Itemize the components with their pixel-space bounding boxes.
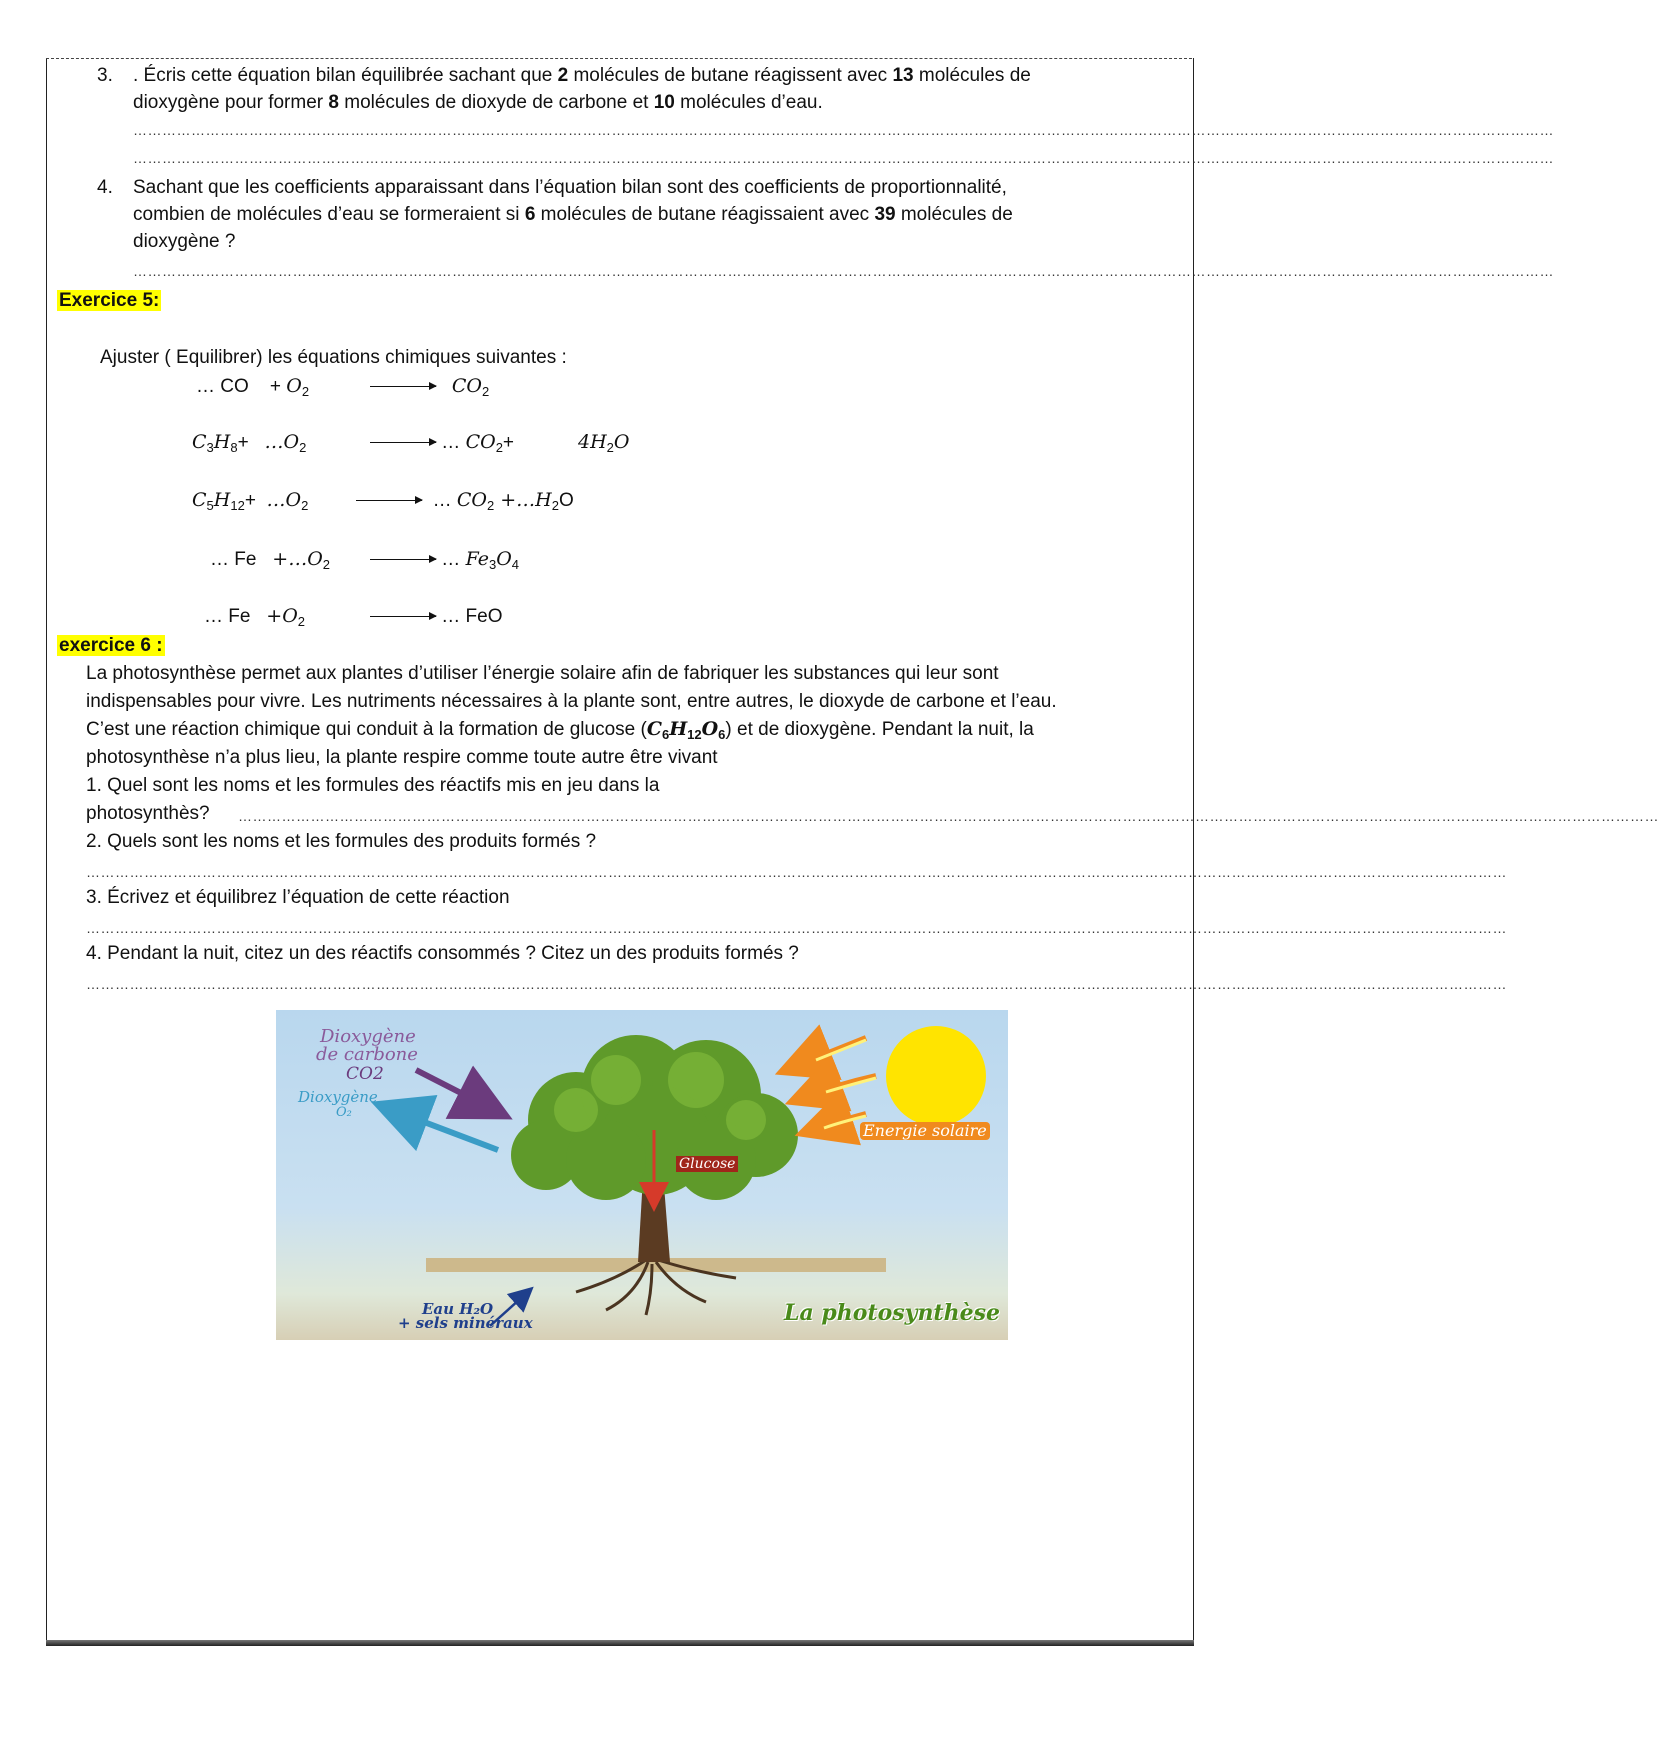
photosynthesis-figure: [276, 1010, 1008, 1340]
q4-text-line2: combien de molécules d’eau se formeraient si 6 molécules de butane réagissaient avec 39 molécules de: [133, 204, 1013, 225]
label-co2-line1: Dioxygène: [320, 1026, 416, 1047]
page-frame-top: [46, 58, 1192, 59]
glucose-formula: $C_6H_{12}O_6$: [646, 718, 726, 742]
sun: [886, 1026, 986, 1126]
equation-2-product-2: $4H_2O$: [578, 431, 630, 455]
reaction-arrow: [370, 442, 436, 443]
equation-1: … CO + $O_2$: [196, 375, 310, 399]
equation-3-product: … $CO_2$ $+\dots H_2O$: [356, 487, 574, 514]
q3-answer-line-1[interactable]: ……………………………………………………………………………………………………………………………………………………………………………………………………………………………………………………………………: [133, 122, 1554, 138]
label-energy: Energie solaire: [860, 1122, 990, 1140]
ex6-paragraph-line2: indispensables pour vivre. Les nutriments nécessaires à la plante sont, entre autres, le dioxyde de carbone et l’eau.: [86, 691, 1057, 712]
q3-answer-line-2[interactable]: ……………………………………………………………………………………………………………………………………………………………………………………………………………………………………………………………………: [133, 150, 1554, 166]
ex6-answer-1[interactable]: ……………………………………………………………………………………………………………………………………………………………………………………………………………………………………………………………………: [238, 808, 1659, 824]
label-water-line2: + sels minéraux: [398, 1314, 533, 1332]
ex6-question-1: 1. Quel sont les noms et les formules des réactifs mis en jeu dans la: [86, 775, 660, 796]
q3-text-line1: . Écris cette équation bilan équilibrée sachant que 2 molécules de butane réagissent avec 13 molécules de: [133, 65, 1031, 86]
ex6-answer-2[interactable]: ……………………………………………………………………………………………………………………………………………………………………………………………………………………………………………………………………: [86, 864, 1507, 880]
reaction-arrow: [356, 500, 422, 501]
equation-4: … Fe $+\dots O_2$: [210, 548, 331, 572]
equation-3: $C_5H_{12}+$ $\dots O_2$: [192, 489, 309, 513]
label-o2-formula: O₂: [336, 1105, 352, 1120]
label-o2-line1: Dioxygène: [298, 1088, 378, 1106]
label-co2-formula: CO2: [346, 1064, 384, 1084]
label-water-line1: Eau H₂O: [422, 1300, 494, 1318]
equation-5-product: … FeO: [370, 603, 503, 630]
q3-text-line2: dioxygène pour former 8 molécules de dioxyde de carbone et 10 molécules d’eau.: [133, 92, 823, 113]
equation-2: $C_3H_8+$ $\dots O_2$: [192, 431, 307, 455]
ex6-question-3: 3. Écrivez et équilibrez l’équation de cette réaction: [86, 887, 510, 908]
q4-text-line3: dioxygène ?: [133, 231, 236, 252]
ex6-question-2: 2. Quels sont les noms et les formules des produits formés ?: [86, 831, 597, 852]
bottom-rule: [46, 1640, 1194, 1646]
ex6-question-4: 4. Pendant la nuit, citez un des réactifs consommés ? Citez un des produits formés ?: [86, 943, 799, 964]
exercise-5-heading: Exercice 5:: [59, 290, 160, 311]
label-co2-line2: de carbone: [316, 1044, 418, 1065]
ex6-paragraph-line4: photosynthèse n’a plus lieu, la plante respire comme toute autre être vivant: [86, 747, 718, 768]
label-title: La photosynthèse: [784, 1300, 1000, 1326]
exercise-5-instruction: Ajuster ( Equilibrer) les équations chimiques suivantes :: [100, 347, 567, 368]
ex6-paragraph-line1: La photosynthèse permet aux plantes d’utiliser l’énergie solaire afin de fabriquer les substances qui leur sont: [86, 663, 999, 684]
co2-arrow: [416, 1070, 502, 1114]
q4-answer-line[interactable]: ……………………………………………………………………………………………………………………………………………………………………………………………………………………………………………………………………: [133, 263, 1554, 279]
equation-2-product: … $CO_2+$: [370, 429, 514, 456]
q3-number: 3.: [97, 65, 113, 86]
ex6-question-1-cont: photosynthès?: [86, 803, 210, 824]
label-glucose: Glucose: [676, 1156, 738, 1172]
exercise-6-heading: exercice 6 :: [59, 635, 163, 656]
reaction-arrow: [370, 559, 436, 560]
reaction-arrow: [370, 616, 436, 617]
q4-number: 4.: [97, 177, 113, 198]
reaction-arrow: [370, 386, 436, 387]
ex6-answer-3[interactable]: ……………………………………………………………………………………………………………………………………………………………………………………………………………………………………………………………………: [86, 920, 1507, 936]
equation-4-product: … $Fe_3O_4$: [370, 546, 519, 573]
o2-arrow: [382, 1106, 498, 1150]
ex6-paragraph-line3: C’est une réaction chimique qui conduit à la formation de glucose $(C_6H_{12}O_6)$ et de dioxygène. Pendant la nuit, la: [86, 718, 1034, 742]
q4-text-line1: Sachant que les coefficients apparaissant dans l’équation bilan sont des coefficients de proportionnalité,: [133, 177, 1007, 198]
equation-1-product: $CO_2$: [370, 373, 489, 400]
ex6-answer-4[interactable]: ……………………………………………………………………………………………………………………………………………………………………………………………………………………………………………………………………: [86, 976, 1507, 992]
equation-5: … Fe $+O_2$: [204, 605, 306, 629]
